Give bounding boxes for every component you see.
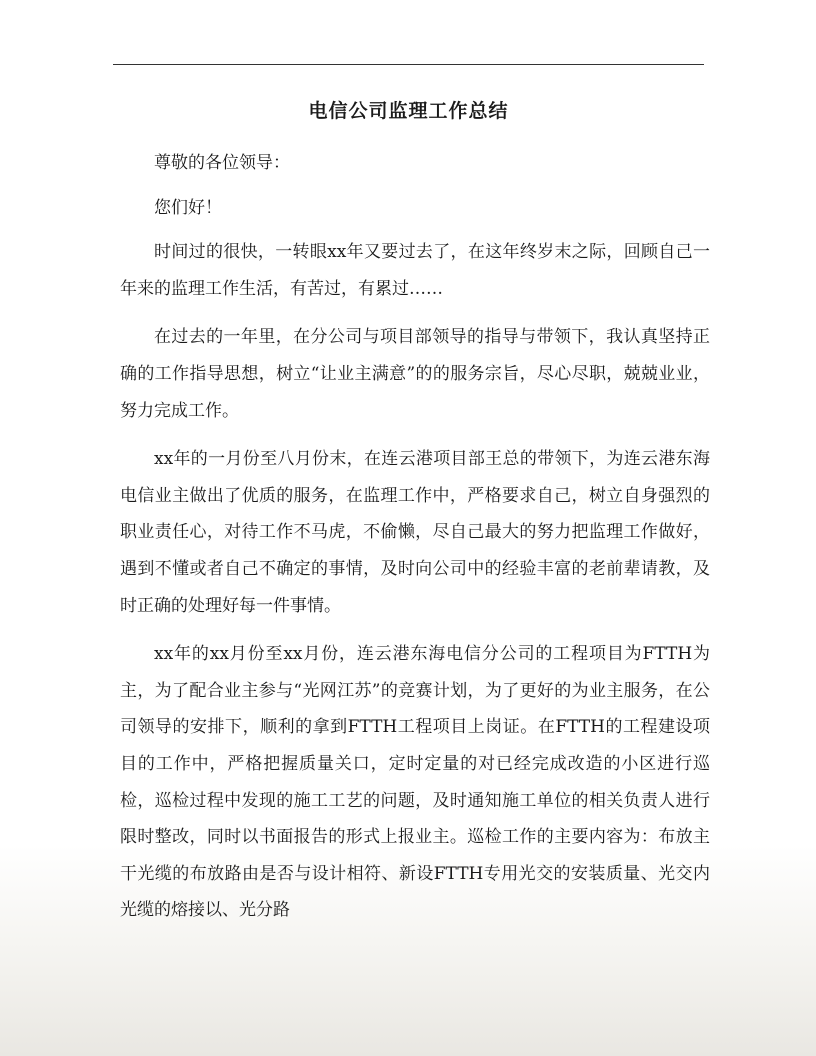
paragraph-intro: 时间过的很快，一转眼xx年又要过去了，在这年终岁末之际，回顾自己一年来的监理工作生活，有苦过，有累过……	[120, 242, 710, 299]
header-rule	[113, 64, 704, 65]
paragraph-ftth: xx年的xx月份至xx月份，连云港东海电信分公司的工程项目为FTTH为主，为了配合业主参与“光网江苏”的竞赛计划，为了更好的为业主服务，在公司领导的安排下，顺利的拿到FTTH工程项目上岗证。在FTTH的工程建设项目的工作中，严格把握质量关口，定时定量的对已经完成改造的小区进行巡检，巡检过程中发现的施工工艺的问题，及时通知施工单位的相关负责人进行限时整改，同时以书面报告的形式上报业主。巡检工作的主要内容为：布放主干光缆的布放路由是否与设计相符、新设FTTH专用光交的安装质量、光交内光缆的熔接以、光分路	[120, 644, 710, 921]
greeting: 您们好！	[154, 197, 222, 218]
document-title: 电信公司监理工作总结	[308, 100, 509, 122]
salutation: 尊敬的各位领导：	[154, 153, 290, 173]
paragraph-past-year: 在过去的一年里，在分公司与项目部领导的指导与带领下，我认真坚持正确的工作指导思想，树立“让业主满意”的的服务宗旨，尽心尽职，兢兢业业，努力完成工作。	[120, 327, 710, 421]
paragraph-jan-aug: xx年的一月份至八月份末，在连云港项目部王总的带领下，为连云港东海电信业主做出了优质的服务，在监理工作中，严格要求自己，树立自身强烈的职业责任心，对待工作不马虎，不偷懒，尽自己最大的努力把监理工作做好，遇到不懂或者自己不确定的事情，及时向公司中的经验丰富的老前辈请教，及时正确的处理好每一件事情。	[120, 449, 710, 616]
document-body	[120, 145, 710, 941]
